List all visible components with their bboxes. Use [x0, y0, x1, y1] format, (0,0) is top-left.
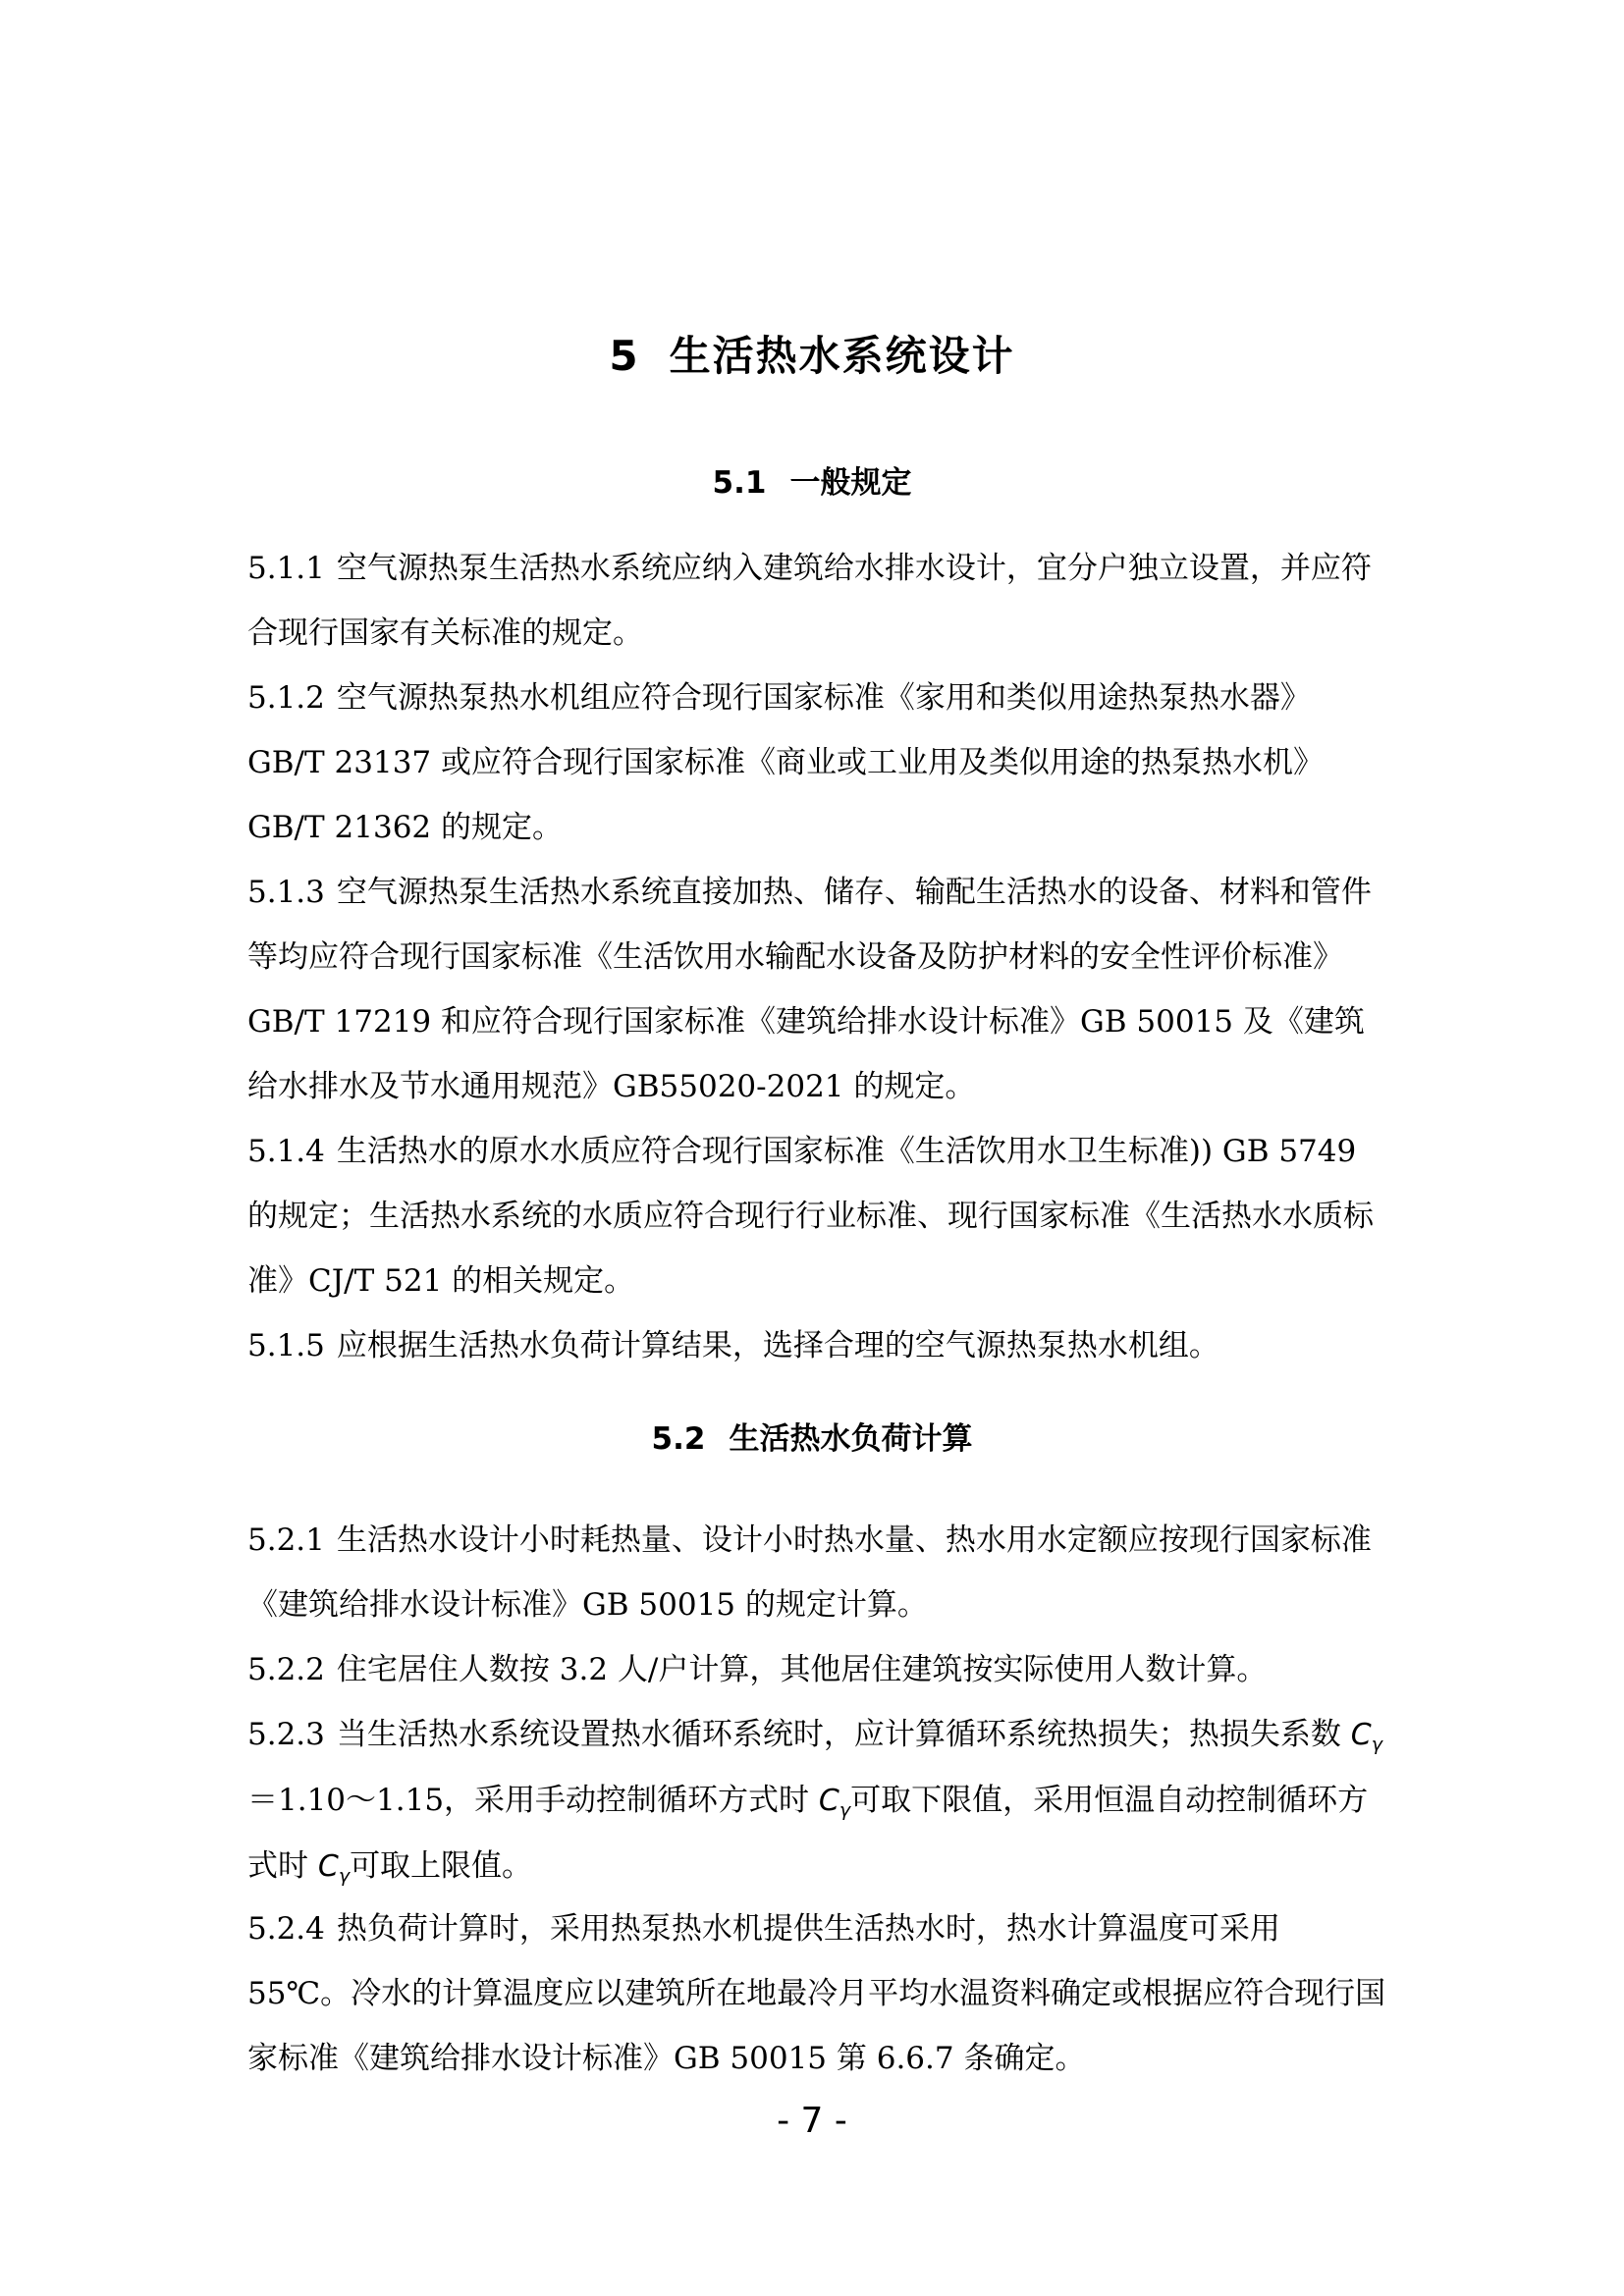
- clause-5-2-3: [247, 1702, 1386, 1899]
- clause-number: 5.1.2: [247, 680, 325, 716]
- clause-5-1-2: [247, 666, 1386, 860]
- clause-number: 5.2.2: [247, 1652, 325, 1687]
- clause-text: 生活热水设计小时耗热量、设计小时热水量、热水用水定额应按现行国家标准《建筑给排水设计标准》GB 50015 的规定计算。: [247, 1522, 1372, 1623]
- clause-text-part-c: 可取下限值，采用恒温自动控制循环方式时: [247, 1783, 1369, 1884]
- clause-number: 5.2.1: [247, 1522, 325, 1558]
- clause-5-1-1: [247, 536, 1386, 666]
- clause-number: 5.1.1: [247, 551, 325, 586]
- clause-5-2-1: [247, 1508, 1386, 1637]
- clause-5-2-4: [247, 1896, 1386, 2091]
- chapter-number: 5: [609, 332, 640, 380]
- heat-loss-coefficient: [1350, 1718, 1382, 1755]
- clause-text: 空气源热泵生活热水系统应纳入建筑给水排水设计，宜分户独立设置，并应符合现行国家有关标准的规定。: [247, 551, 1372, 651]
- clause-number: 5.1.5: [247, 1328, 325, 1363]
- clause-number: 5.1.3: [247, 875, 325, 910]
- section-title-text: 一般规定: [789, 465, 912, 501]
- coefficient-symbol: C: [317, 1849, 339, 1884]
- clause-number: 5.2.4: [247, 1911, 325, 1947]
- clause-5-1-3: [247, 860, 1386, 1119]
- section-number: 5.1: [712, 465, 767, 501]
- heat-loss-coefficient: [317, 1849, 351, 1887]
- section-title-text: 生活热水负荷计算: [729, 1421, 973, 1457]
- coefficient-subscript: γ: [839, 1799, 851, 1821]
- page-number: - 7 -: [777, 2101, 847, 2141]
- heat-loss-coefficient: [818, 1784, 851, 1821]
- clause-text: 空气源热泵生活热水系统直接加热、储存、输配生活热水的设备、材料和管件等均应符合现行国家标准《生活饮用水输配水设备及防护材料的安全性评价标准》GB/T 17219 和应符合现行国家标准《建筑给排水设计标准》GB 50015 及《建筑给水排水及节水通用规范》GB55020-2021 的规定。: [247, 875, 1372, 1104]
- clause-text-part-d: 可取上限值。: [350, 1848, 533, 1884]
- clause-text: 住宅居住人数按 3.2 人/户计算，其他居住建筑按实际使用人数计算。: [336, 1652, 1268, 1687]
- coefficient-symbol: C: [818, 1784, 839, 1818]
- section-heading-5-2: [0, 1414, 1624, 1458]
- clause-5-2-2: [247, 1637, 1386, 1702]
- coefficient-subscript: γ: [338, 1865, 351, 1887]
- section-number: 5.2: [651, 1421, 706, 1457]
- clause-5-1-5: [247, 1313, 1386, 1378]
- clause-text-part-b: ＝1.10～1.15，采用手动控制循环方式时: [247, 1783, 819, 1818]
- clause-5-1-4: [247, 1119, 1386, 1313]
- chapter-title: [0, 324, 1624, 383]
- clause-text: 应根据生活热水负荷计算结果，选择合理的空气源热泵热水机组。: [336, 1328, 1219, 1363]
- clause-text: 生活热水的原水水质应符合现行国家标准《生活饮用水卫生标准)) GB 5749 的规定；生活热水系统的水质应符合现行行业标准、现行国家标准《生活热水水质标准》CJ/T 521 的相关规定。: [247, 1134, 1374, 1299]
- chapter-title-text: 生活热水系统设计: [669, 332, 1015, 380]
- clause-number: 5.1.4: [247, 1134, 325, 1169]
- clause-number: 5.2.3: [247, 1717, 325, 1752]
- coefficient-symbol: C: [1350, 1718, 1372, 1752]
- coefficient-subscript: γ: [1371, 1734, 1382, 1755]
- clause-text: 热负荷计算时，采用热泵热水机提供生活热水时，热水计算温度可采用 55℃。冷水的计算温度应以建筑所在地最冷月平均水温资料确定或根据应符合现行国家标准《建筑给排水设计标准》GB 50015 第 6.6.7 条确定。: [247, 1911, 1386, 2076]
- section-heading-5-1: [0, 457, 1624, 502]
- clause-text-part-a: 当生活热水系统设置热水循环系统时，应计算循环系统热损失；热损失系数: [336, 1717, 1351, 1752]
- clause-text: 空气源热泵热水机组应符合现行国家标准《家用和类似用途热泵热水器》GB/T 23137 或应符合现行国家标准《商业或工业用及类似用途的热泵热水机》GB/T 21362 的规定。: [247, 680, 1324, 845]
